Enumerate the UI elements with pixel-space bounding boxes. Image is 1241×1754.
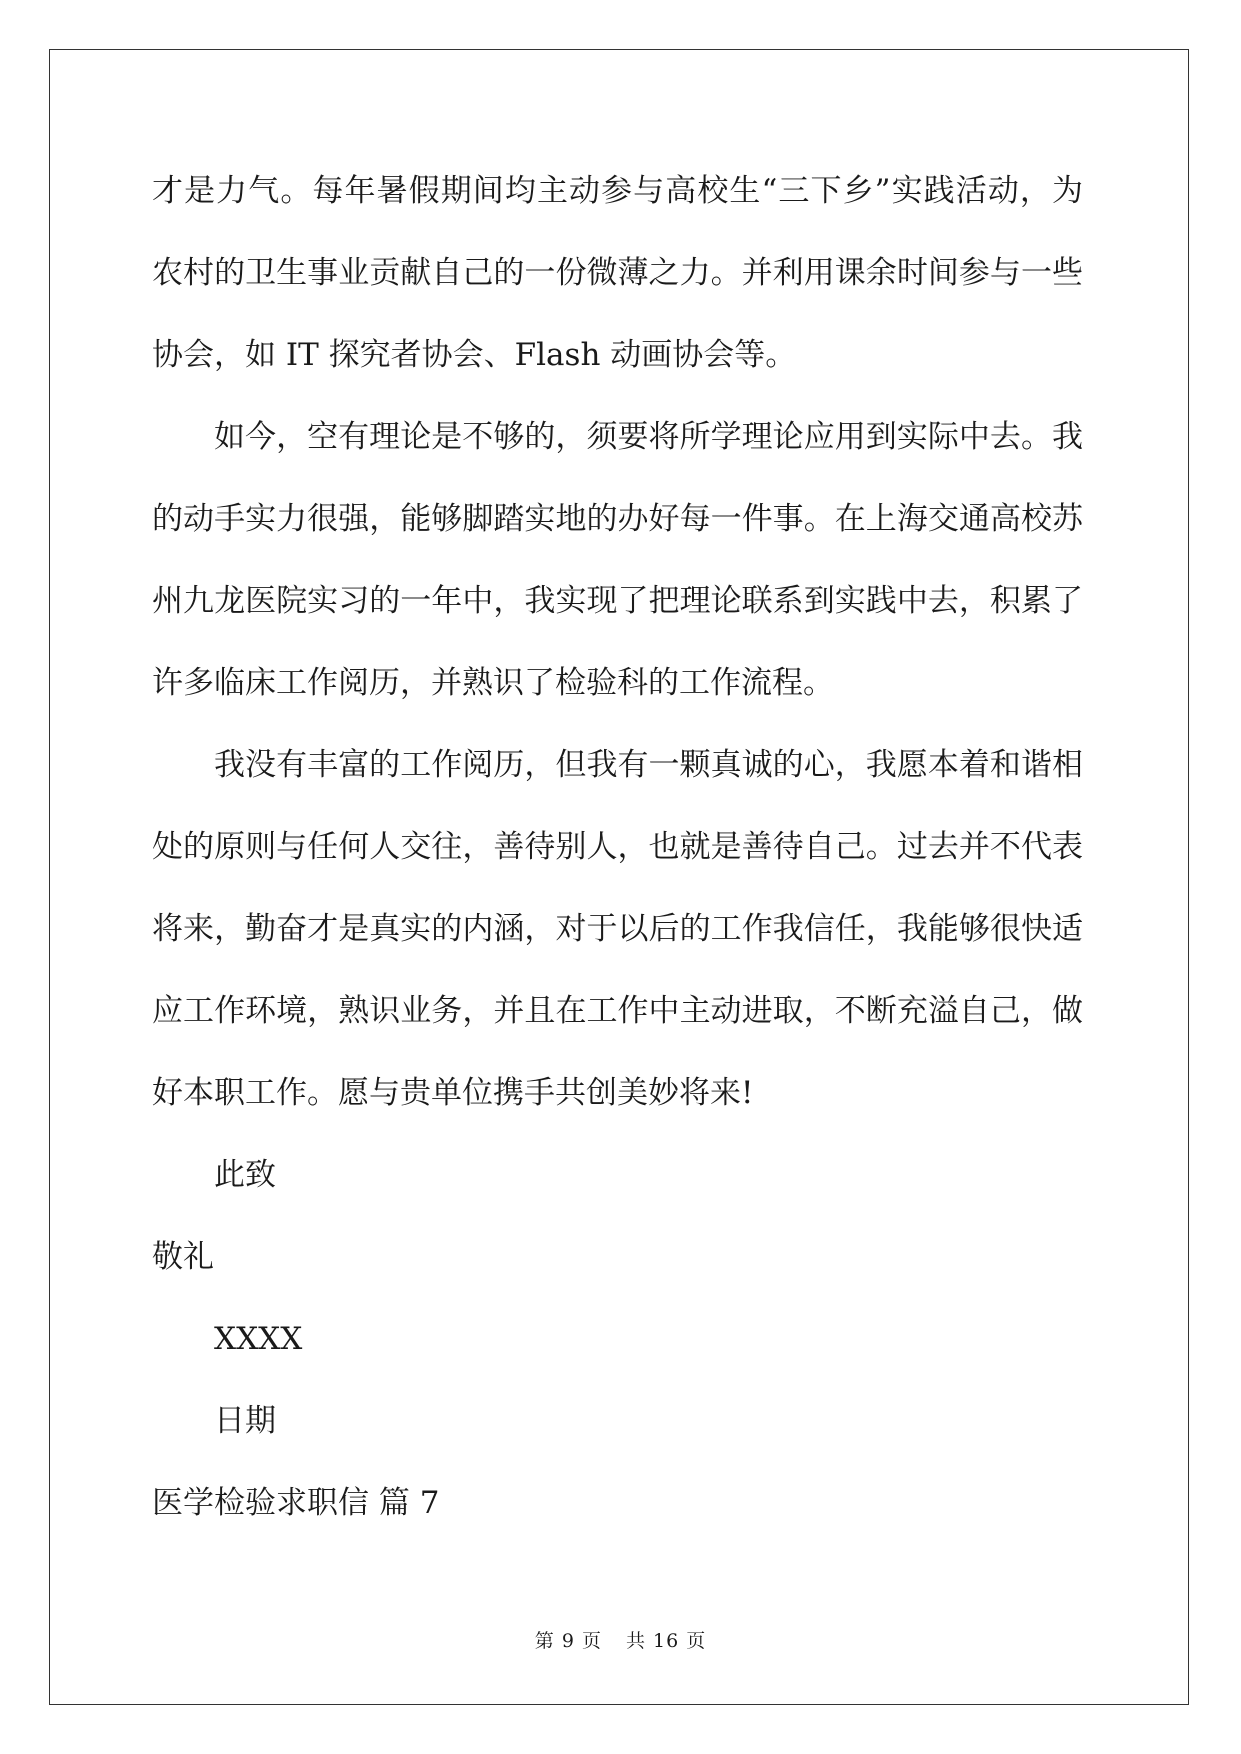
page-footer [0, 1626, 1241, 1653]
paragraph-line: 应工作环境，熟识业务，并且在工作中主动进取，不断充溢自己，做 [152, 993, 1083, 1029]
paragraph-line: 才是力气。每年暑假期间均主动参与高校生“三下乡”实践活动，为 [152, 173, 1083, 209]
paragraph-line: 好本职工作。愿与贵单位携手共创美妙将来! [152, 1075, 754, 1111]
page-total: 共 16 页 [625, 1630, 707, 1652]
paragraph-line: 将来，勤奋才是真实的内涵，对于以后的工作我信任，我能够很快适 [152, 911, 1083, 947]
paragraph-line: 许多临床工作阅历，并熟识了检验科的工作流程。 [152, 665, 834, 701]
page-number: 第 9 页 [534, 1630, 602, 1652]
paragraph-line: 如今，空有理论是不够的，须要将所学理论应用到实际中去。我 [214, 419, 1083, 455]
signature-name: XXXX [214, 1321, 303, 1357]
paragraph-line: 农村的卫生事业贡献自己的一份微薄之力。并利用课余时间参与一些 [152, 255, 1083, 291]
paragraph-line: 的动手实力很强，能够脚踏实地的办好每一件事。在上海交通高校苏 [152, 501, 1083, 537]
paragraph-line: 协会，如 IT 探究者协会、Flash 动画协会等。 [152, 337, 797, 373]
closing-regards: 敬礼 [152, 1239, 214, 1275]
document-body [152, 160, 1083, 1554]
paragraph-line: 我没有丰富的工作阅历，但我有一颗真诚的心，我愿本着和谐相 [214, 747, 1083, 783]
section-heading: 医学检验求职信 篇 7 [152, 1485, 440, 1521]
signature-date: 日期 [214, 1403, 276, 1439]
paragraph-line: 处的原则与任何人交往，善待别人，也就是善待自己。过去并不代表 [152, 829, 1083, 865]
paragraph-line: 州九龙医院实习的一年中，我实现了把理论联系到实践中去，积累了 [152, 583, 1083, 619]
closing-salutation: 此致 [214, 1157, 276, 1193]
